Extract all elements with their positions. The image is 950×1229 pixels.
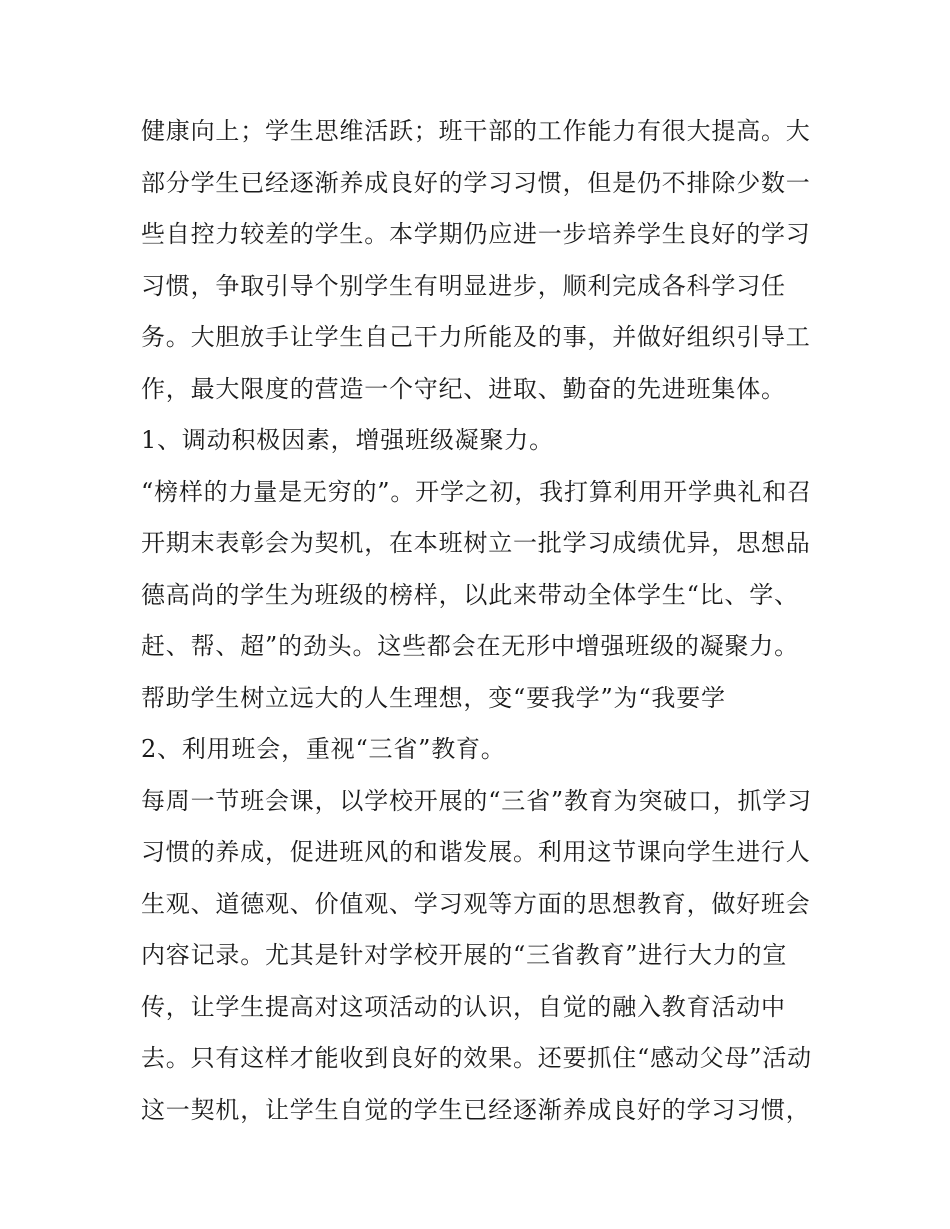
text-line: 内容记录。尤其是针对学校开展的“三省教育”进行大力的宣: [141, 941, 788, 969]
section-heading-2: 2、利用班会，重视“三省”教育。: [141, 735, 506, 763]
section-heading-1: 1、调动积极因素，增强班级凝聚力。: [141, 426, 554, 454]
text-line: 德高尚的学生为班级的榜样，以此来带动全体学生“比、学、: [141, 580, 799, 609]
text-line: 这一契机，让学生自觉的学生已经逐渐养成良好的学习习惯，: [141, 1095, 811, 1124]
text-line: 部分学生已经逐渐养成良好的学习习惯，但是仍不排除少数一: [141, 168, 811, 197]
text-line: 去。只有这样才能收到良好的效果。还要抓住“感动父母”活动: [141, 1044, 812, 1072]
text-line: “榜样的力量是无穷的”。开学之初，我打算利用开学典礼和召: [141, 477, 812, 506]
text-line: 务。大胆放手让学生自己干力所能及的事，并做好组织引导工: [141, 323, 811, 351]
text-line: 每周一节班会课，以学校开展的“三省”教育为突破口，抓学习: [141, 786, 812, 815]
text-line: 生观、道德观、价值观、学习观等方面的思想教育，做好班会: [141, 889, 811, 918]
text-line: 些自控力较差的学生。本学期仍应进一步培养学生良好的学习: [141, 220, 811, 248]
text-line: 健康向上；学生思维活跃；班干部的工作能力有很大提高。大: [141, 117, 811, 145]
text-line: 帮助学生树立远大的人生理想，变“要我学”为“我要学: [141, 683, 726, 712]
text-line: 习惯的养成，促进班风的和谐发展。利用这节课向学生进行人: [141, 838, 811, 866]
text-line: 开期末表彰会为契机，在本班树立一批学习成绩优异，思想品: [141, 529, 811, 557]
text-line: 传，让学生提高对这项活动的认识，自觉的融入教育活动中: [141, 992, 786, 1021]
text-line: 赶、帮、超”的劲头。这些都会在无形中增强班级的凝聚力。: [141, 632, 799, 660]
document-body: [141, 106, 821, 1136]
text-line: 作，最大限度的营造一个守纪、进取、勤奋的先进班集体。: [141, 374, 786, 403]
text-line: 习惯，争取引导个别学生有明显进步，顺利完成各科学习任: [141, 271, 786, 300]
